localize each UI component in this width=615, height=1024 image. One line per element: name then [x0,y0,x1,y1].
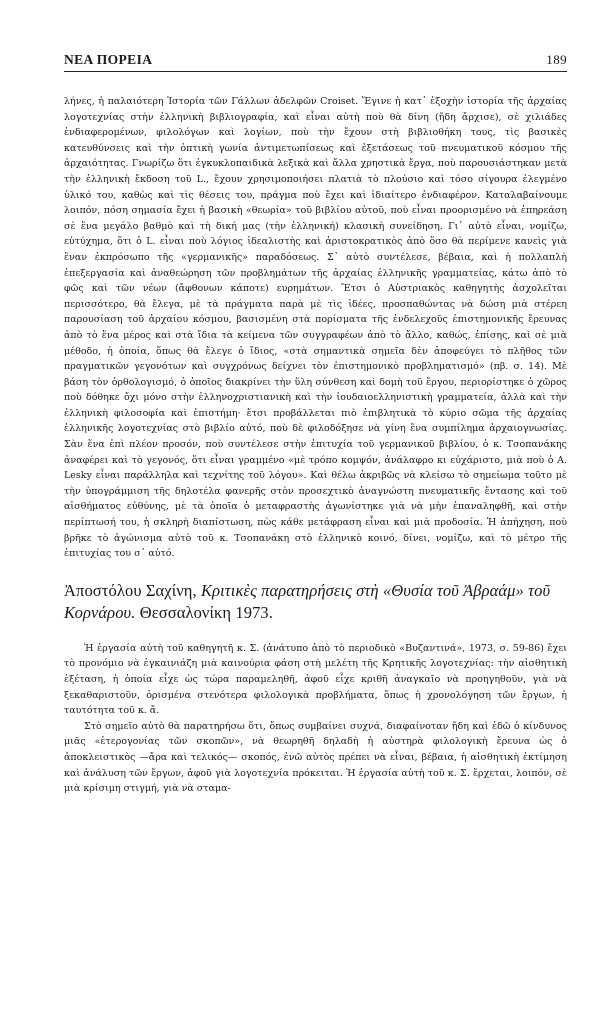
review-heading [64,580,567,624]
review-body [64,641,567,797]
review-place-year: Θεσσαλονίκη 1973. [139,602,274,622]
page-number: 189 [546,52,567,67]
journal-page [64,52,567,797]
review-author: Ἀποστόλου Σαχίνη, [64,580,197,600]
review-body-continued [64,94,567,562]
review-paragraph-1: Ἡ ἐργασία αὐτὴ τοῦ καθηγητῆ κ. Σ. (ἀνάτυπο ἀπὸ τὸ περιοδικὸ «Βυζαντινά», 1973, σ. 59-86) ἔχει τὸ προνόμιο νὰ ἐγκαινιάζη μιὰ καινούρια φάση στὴ μελέτη τῆς Κρητικῆς λογοτεχνίας: τὴν αἰσθητικὴ ἐξέταση, ἡ ὁποία εἶχε ὡς τώρα παραμεληθῆ, ἀφοῦ εἶχε κριθῆ ἀναγκαῖο νὰ προηγηθοῦν, γιὰ νὰ ξεκαθαριστοῦν, ὁρισμένα στενότερα φιλολογικὰ προβλήματα, ὅπως ἡ χρονολόγηση τῶν ἔργων, ἡ ταυτότητα τοῦ κ. ἄ. [64,642,567,717]
continued-paragraph: λήνες, ἡ παλαιότερη Ἱστορία τῶν Γάλλων ἀδελφῶν Croiset. Ἔγινε ἡ κατ᾿ ἐξοχὴν ἱστορία τῆς ἀρχαίας λογοτεχνίας στὴν ἑλληνικὴ βιβλιογραφία, καὶ εἶναι αὐτὴ ποὺ θὰ δίνη (ἤδη ἄρχισε), σὲ χιλιάδες ἐνδιαφερομένων, φιλολόγων καὶ λογίων, ποὺ τὴν ἔχουν στὴ βιβλιοθήκη τους, τὶς βασικὲς κατευθύνσεις καὶ τὴν ὀπτικὴ γωνία ἀντιμετωπίσεως καὶ ἐξετάσεως τοῦ πνευματικοῦ κόσμου τῆς ἀρχαιότητας. Γνωρίζω ὅτι ἐγκυκλοπαιδικὰ λεξικὰ καὶ ἄλλα χρηστικὰ ἔργα, ποὺ παρουσιάστηκαν μετὰ τὴν ἑλληνικὴ ἔκδοση τοῦ L., ἔχουν χρησιμοποιήσει πλατιὰ τὸ πλούσιο καὶ τόσο σίγουρα ἐλεγμένο ὑλικό του, καθὼς καὶ τὶς θέσεις του, πράγμα ποὺ ἔχει καὶ ἰδιαίτερο ἐνδιαφέρον. Καταλαβαίνουμε λοιπόν, πόση σημασία ἔχει ἡ βασικὴ «θεωρία» τοῦ βιβλίου αὐτοῦ, ποὺ εἶναι προορισμένο νὰ ἐπηρεάση σὲ ἕνα μεγάλο βαθμὸ καὶ τὴ δική μας (τὴν ἑλληνική) κλασικὴ συνείδηση. Γι᾿ αὐτὸ εἶναι, νομίζω, εὐτύχημα, ὅτι ὁ L. εἶναι ποὺ λόγιος ἰδεαλιστὴς καὶ ἀριστοκρατικὸς ἀπὸ ὅσο θὰ περίμενε κανεὶς γιὰ ἕναν ἐκπρόσωπο τῆς «γερμανικῆς» παραδόσεως. Σ᾿ αὐτὸ συντέλεσε, βέβαια, καὶ ἡ πολλαπλὴ ἐπεξεργασία καὶ ἀναθεώρηση τῶν προβλημάτων τῆς ἀρχαίας ἑλληνικῆς γραμματείας, κάτω ἀπὸ τὸ φῶς καὶ τῶν νέων (ἄφθονων κάποτε) ευρημάτων. Ἔτσι ὁ Αὐστριακὸς καθηγητὴς ἀσχολεῖται περισσότερο, θὰ ἔλεγα, μὲ τὰ πράγματα παρὰ μὲ τὶς ἰδέες, προσπαθώντας νὰ δώση μιὰ στέρεη παρουσίαση τοῦ ἀρχαίου κόσμου, βασισμένη στὰ πορίσματα τῆς ἐνδελεχοῦς ἐπιστημονικῆς ἔρευνας ἀπὸ τὸ ἕνα μέρος καὶ στὰ ἴδια τὰ κείμενα τῶν συγγραφέων ἀπὸ τὸ ἄλλο, καθώς, ἐπίσης, καὶ σὲ μιὰ μέθοδο, ἡ ὁποία, ὅπως θὰ ἔλεγε ὁ ἴδιος, «στὰ σημαντικὰ σημεῖα δὲν ἀποφεύγει τὸ πλῆθος τῶν πραγματικῶν γεγονότων καὶ συγχρόνως δείχνει τὸν ἐπιστημονικὸ προβληματισμό» (πβ. σ. 14). Μὲ βάση τὸν ὀρθολογισμό, ὁ ὁποῖος διακρίνει τὴν ὕλη σύνθεση καὶ δομὴ τοῦ ἔργου, περιορίστηκε ὁ χῶρος ποὺ δόθηκε ὄχι μόνο στὴν ἑλληνοχριστιανικὴ καὶ τὴν ἰουδαιοελληνιστικὴ γραμματεία, ἀλλὰ καὶ τὴν ἑλληνικὴ φιλοσοφία καὶ ἐπιστήμη· ἔτσι προβάλλεται πιὸ ἐπιβλητικὰ τὸ κύριο σῶμα τῆς ἀρχαίας ἑλληνικῆς λογοτεχνίας στὸ βιβλίο αὐτό, ποὺ δὲ φιλοδόξησε νὰ γίνη ἕνα συμπίλημα ἀρχαιογνωσίας. Σὰν ἕνα ἐπὶ πλέον προσόν, ποὺ συντέλεσε στὴν ἐπιτυχία τοῦ γερμανικοῦ βιβλίου, ὁ κ. Τσοπανάκης ἀναφέρει καὶ τὸ γεγονός, ὅτι εἶναι γραμμένο «μὲ τρόπο κομψόν, ἀνάλαφρο κι εὐχάριστο, μιὰ ποὺ ὁ A. Lesky εἶναι παράλληλα καὶ τεχνίτης τοῦ λόγου». Καὶ θέλω ἀκριβῶς νὰ κλείσω τὸ σημείωμα τοῦτο μὲ τὴν ὑπογράμμιση τῆς δηλοτέλα φανερῆς στὸν προσεχτικὸ ἀναγνώστη πνευματικῆς ἔντασης καὶ τοῦ αἰσθήματος εὐθύνης, μὲ τὰ ὁποῖα ὁ μεταφραστὴς ἀγωνίστηκε γιὰ νὰ μὴν ἐπαναληφθῆ, καὶ στὴν περίπτωσή του, ἡ σκληρὴ διαπίστωση, πὼς κάθε μετάφραση εἶναι καὶ μιὰ προδοσία. Ἡ ἀπήχηση, ποὺ βρῆκε τὸ ἀγώνισμα αὐτὸ τοῦ κ. Τσοπανάκη στὸ ἑλληνικὸ κοινό, δίνει, νομίζω, καὶ τὸ μέτρο τῆς ἐπιτυχίας του σ᾿ αὐτό. [64,96,567,560]
journal-title: ΝΕΑ ΠΟΡΕΙΑ [64,52,153,67]
header-rule [64,71,567,72]
running-head [64,52,567,71]
review-paragraph-2: Στὸ σημεῖο αὐτὸ θὰ παρατηρήσω ὅτι, ὅπως συμβαίνει συχνά, διαφαίνοταν ἤδη καὶ ἐδῶ ὁ κίνδυνος μιᾶς «ἑτερογονίας τῶν σκοπῶν», νὰ θεωρηθῆ δηλαδὴ ἡ αὐστηρὰ φιλολογικὴ ἔρευνα ὡς ὁ ἀποκλειστικὸς —ἄρα καὶ τελικός— σκοπός, ἐνῶ αὐτὸς πρέπει νὰ εἶναι, βέβαια, ἡ αἰσθητικὴ ἐκτίμηση καὶ ἀνάλυση τῶν ἔργων, ἀφοῦ γιὰ λογοτεχνία πρόκειται. Ἡ ἐργασία αὐτὴ τοῦ κ. Σ. ἔρχεται, λοιπόν, σὲ μιὰ κρίσιμη στιγμή, γιὰ νὰ σταμα- [64,720,567,795]
review-book-title: Κριτικὲς παρατηρήσεις στὴ «Θυσία τοῦ Ἀβραάμ» τοῦ Κορνάρου. [64,580,551,622]
